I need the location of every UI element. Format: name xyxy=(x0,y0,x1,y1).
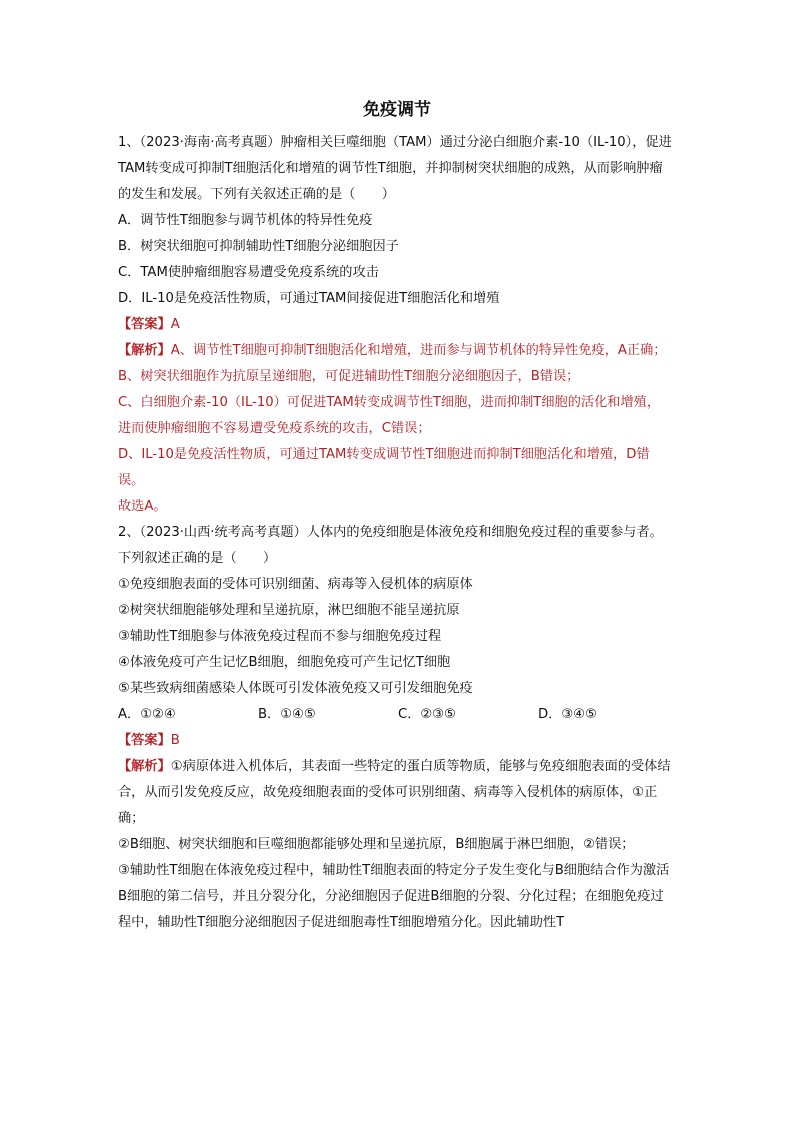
q2-statement-2: ②树突状细胞能够处理和呈递抗原，淋巴细胞不能呈递抗原 xyxy=(118,603,460,618)
q2-option-d: D．③④⑤ xyxy=(538,707,597,722)
q1-answer xyxy=(118,312,673,338)
q2-analysis-1 xyxy=(118,754,673,832)
q2-options xyxy=(118,702,673,728)
q1-answer-label: 【答案】 xyxy=(118,317,171,332)
q1-analysis-label: 【解析】 xyxy=(118,343,171,358)
q2-answer-label: 【答案】 xyxy=(118,733,171,748)
q1-conclusion: 故选A。 xyxy=(118,499,167,514)
q1-option-a: A．调节性T细胞参与调节机体的特异性免疫 xyxy=(118,213,373,228)
q1-analysis-d: D、IL-10是免疫活性物质，可通过TAM转变成调节性T细胞进而抑制T细胞活化和增殖，D错误。 xyxy=(118,447,650,488)
q1-answer-value: A xyxy=(170,317,180,332)
question-2-stem: 2、（2023·山西·统考高考真题）人体内的免疫细胞是体液免疫和细胞免疫过程的重要参与者。下列叙述正确的是（ ） xyxy=(118,525,663,566)
q1-analysis-a-text: A、调节性T细胞可抑制T细胞活化和增殖，进而参与调节机体的特异性免疫，A正确； xyxy=(170,343,667,358)
q1-analysis-c: C、白细胞介素-10（IL-10）可促进TAM转变成调节性T细胞，进而抑制T细胞的活化和增殖，进而使肿瘤细胞不容易遭受免疫系统的攻击，C错误； xyxy=(118,395,661,436)
q1-option-b: B．树突状细胞可抑制辅助性T细胞分泌细胞因子 xyxy=(118,239,399,254)
q2-analysis-1-text: ①病原体进入机体后，其表面一些特定的蛋白质等物质，能够与免疫细胞表面的受体结合，从而引发免疫反应，故免疫细胞表面的受体可识别细菌、病毒等入侵机体的病原体，①正确； xyxy=(118,759,671,826)
q2-option-c: C．②③⑤ xyxy=(398,707,456,722)
q2-statement-5: ⑤某些致病细菌感染人体既可引发体液免疫又可引发细胞免疫 xyxy=(118,681,473,696)
q2-analysis-3: ③辅助性T细胞在体液免疫过程中，辅助性T细胞表面的特定分子发生变化与B细胞结合作为激活B细胞的第二信号，并且分裂分化，分泌细胞因子促进B细胞的分裂、分化过程；在细胞免疫过程中，辅助性T细胞分泌细胞因子促进细胞毒性T细胞增殖分化。因此辅助性T xyxy=(118,863,670,930)
q2-analysis-label: 【解析】 xyxy=(118,759,171,774)
q1-option-c: C．TAM使肿瘤细胞容易遭受免疫系统的攻击 xyxy=(118,265,379,280)
q2-statement-1: ①免疫细胞表面的受体可识别细菌、病毒等入侵机体的病原体 xyxy=(118,577,473,592)
q2-answer-value: B xyxy=(170,733,180,748)
q2-option-b: B．①④⑤ xyxy=(258,707,316,722)
q2-statement-4: ④体液免疫可产生记忆B细胞，细胞免疫可产生记忆T细胞 xyxy=(118,655,451,670)
q1-option-d: D．IL-10是免疫活性物质，可通过TAM间接促进T细胞活化和增殖 xyxy=(118,291,500,306)
q2-option-a: A．①②④ xyxy=(118,707,176,722)
page-title: 免疫调节 xyxy=(363,100,431,120)
q2-answer xyxy=(118,728,673,754)
q2-analysis-2: ②B细胞、树突状细胞和巨噬细胞都能够处理和呈递抗原，B细胞属于淋巴细胞，②错误； xyxy=(118,837,635,852)
question-1-stem: 1、（2023·海南·高考真题）肿瘤相关巨噬细胞（TAM）通过分泌白细胞介素-10（IL-10），促进TAM转变成可抑制T细胞活化和增殖的调节性T细胞，并抑制树突状细胞的成熟，从而影响肿瘤的发生和发展。下列有关叙述正确的是（ ） xyxy=(118,135,672,202)
q1-analysis-a xyxy=(118,338,673,364)
document-body xyxy=(118,130,673,936)
q2-statement-3: ③辅助性T细胞参与体液免疫过程而不参与细胞免疫过程 xyxy=(118,629,442,644)
q1-analysis-b: B、树突状细胞作为抗原呈递细胞，可促进辅助性T细胞分泌细胞因子，B错误； xyxy=(118,369,580,384)
